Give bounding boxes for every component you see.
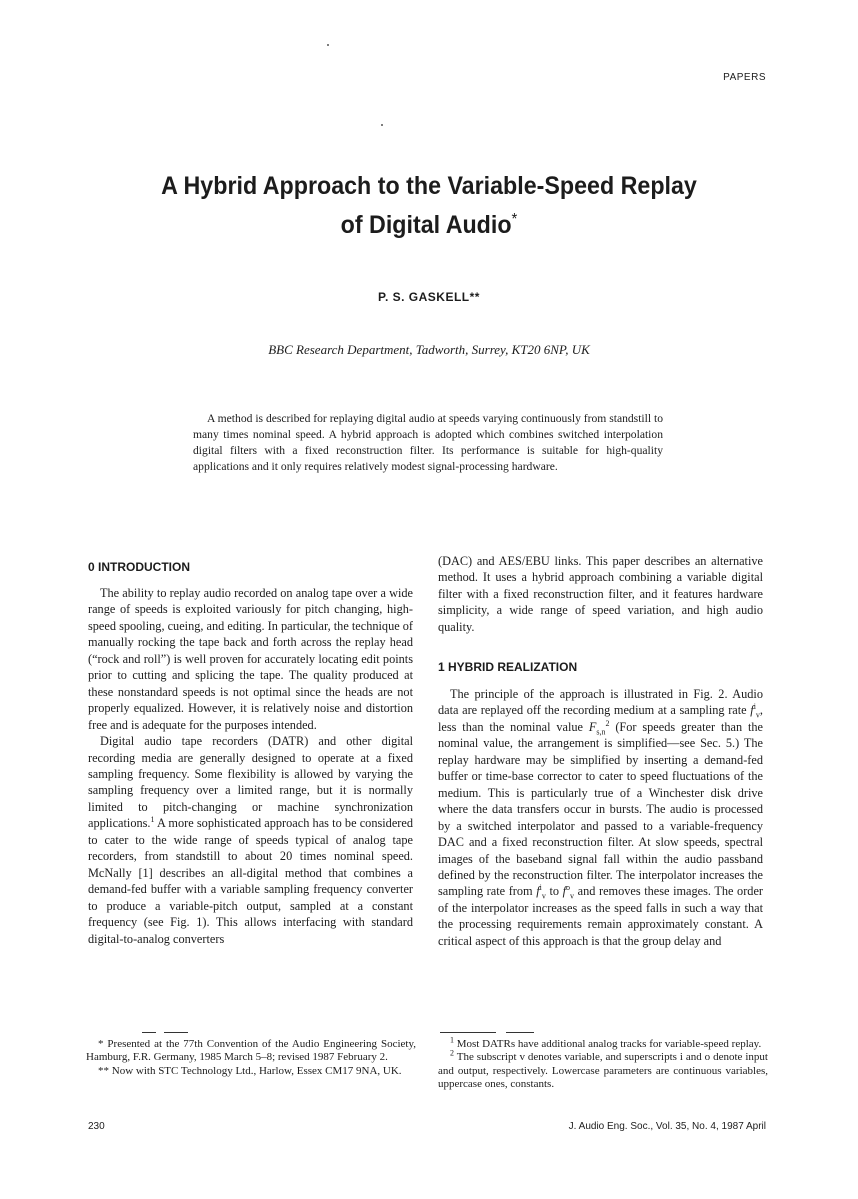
footnote-1: $^1$ Most DATRs have additional analog tracks for variable-speed replay. (450, 1035, 762, 1050)
footnotes-left (86, 1038, 416, 1078)
title-line-2-text: of Digital Audio (340, 211, 512, 239)
title-line-1: A Hybrid Approach to the Variable-Speed Replay (161, 172, 697, 200)
footnotes-right (438, 1035, 768, 1091)
abstract-text: A method is described for replaying digital audio at speeds varying continuously from standstill to many times nominal speed. A hybrid approach is adopted which combines switched interpolation digital filters with a fixed reconstruction filter. Its performance is suitable for high-quality applications and it only requires relatively modest signal-processing hardware. (193, 412, 663, 474)
intro-paragraph-2: Digital audio tape recorders (DATR) and other digital recording media are generally designed to operate at a fixed sampling frequency. Some flexibility is allowed by varying the sampling frequency over a limited range, but it is normally limited to pitch-changing or machine synchronization applications.$^1$ A more sophisticated approach has to be considered to cater to the wide range of speeds typical of analog tape recorders, from standstill to about 20 times nominal speed. McNally [1] describes an all-digital method that combines a demand-fed buffer with a variable sampling frequency converter to produce a variable-pitch output, sampled at a constant frequency (see Fig. 1). This allows interfacing with standard digital-to-analog converters (88, 734, 413, 946)
abstract (193, 411, 663, 475)
hybrid-section-body (438, 686, 763, 949)
footnote-affiliation: ** Now with STC Technology Ltd., Harlow, Essex CM17 9NA, UK. (98, 1064, 402, 1077)
title-footnote-marker: * (511, 211, 518, 228)
scan-speck (327, 44, 329, 46)
affiliation: BBC Research Department, Tadworth, Surrey, KT20 6NP, UK (268, 342, 590, 357)
footnote-2: $^2$ The subscript v denotes variable, and superscripts i and o denote input and output, respectively. Lowercase parameters are continuous variables, uppercase ones, constants. (438, 1048, 768, 1090)
intro-continuation: (DAC) and AES/EBU links. This paper describes an alternative method. It uses a hybrid approach combining a variable digital filter with a fixed reconstruction filter, and it features hardware simplicity, a wide range of speed variation, and high audio quality. (438, 554, 763, 634)
section-heading-hybrid-realization: 1 HYBRID REALIZATION (438, 660, 578, 674)
section-label: PAPERS (723, 72, 766, 83)
left-column (88, 585, 413, 947)
page-number: 230 (88, 1121, 105, 1132)
footnote-rule-left-short (142, 1032, 156, 1033)
section-heading-introduction: 0 INTRODUCTION (88, 560, 190, 574)
footnote-rule-right (440, 1032, 496, 1033)
symbol-f: f (750, 703, 754, 718)
footnote-presented: * Presented at the 77th Convention of the Audio Engineering Society, Hamburg, F.R. Germany, 1985 March 5–8; revised 1987 February 2. (86, 1038, 416, 1064)
scan-speck (381, 124, 383, 126)
footnote-rule-left (164, 1032, 188, 1033)
footnote-ref: 2 (605, 718, 610, 728)
symbol-F: F (588, 719, 597, 734)
title-line-2 (86, 203, 772, 242)
footnote-rule-right-short (506, 1032, 534, 1033)
hybrid-paragraph-1: The principle of the approach is illustrated in Fig. 2. Audio data are replayed off the recording medium at a sampling rate $f^i_v$, less than the nominal value $F_{s,n}^2$ (For speeds greater than the nominal value, the arrangement is simplified—see Sec. 5.) The replay hardware may be simplified by inserting a demand-fed buffer or time-base corrector to cater to speed fluctuations of the medium. This is particularly true of a Winchester disk drive where the data transfers occur in bursts. The audio is processed by a switched interpolator and passed to a variable-frequency DAC and a fixed reconstruction filter. At slow speeds, spectral images of the baseband signal fall within the audio passband defined by the reconstruction filter. The interpolator increases the sampling rate from $f^i_v$ to $f^o_v$ and removes these images. The order of the interpolator increases as the speed falls in such a way that the processing requirements remain approximately constant. A critical aspect of this approach is that the group delay and (438, 687, 764, 948)
intro-paragraph-1: The ability to replay audio recorded on analog tape over a wide range of speeds is exploited variously for pitch changing, high-speed spooling, cueing, and editing. In particular, the technique of manually rocking the tape back and forth across the replay head (“rock and roll”) is well proven for accurately locating edit points prior to cutting and splicing the tape. The quality produced at these nonstandard speeds is not optimal since the heads are not properly equalized. However, it is relatively noise and distortion free and is adequate for the purposes intended. (88, 586, 413, 732)
author: P. S. GASKELL** (378, 290, 480, 304)
footnote-ref: 1 (150, 815, 155, 825)
paper-title (86, 170, 772, 242)
right-column (438, 553, 763, 635)
journal-citation: J. Audio Eng. Soc., Vol. 35, No. 4, 1987 April (568, 1121, 766, 1132)
